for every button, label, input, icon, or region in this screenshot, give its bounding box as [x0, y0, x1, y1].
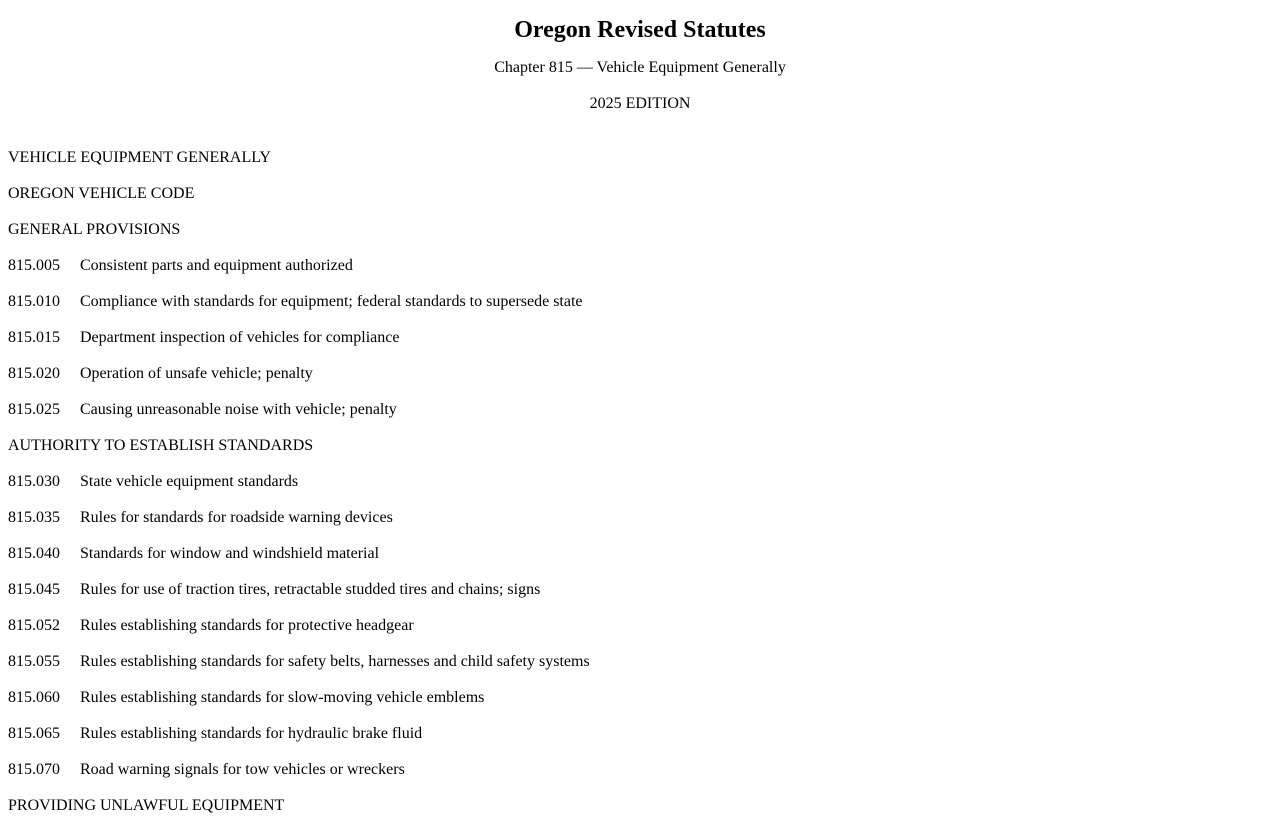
toc-section-row	[8, 257, 1272, 293]
edition-label: 2025 EDITION	[589, 95, 691, 112]
page-title: Oregon Revised Statutes	[514, 17, 766, 43]
section-title: Rules for use of traction tires, retractable studded tires and chains; signs	[80, 581, 541, 598]
section-title: Rules establishing standards for safety belts, harnesses and child safety systems	[80, 653, 590, 670]
toc-section-row	[8, 689, 1272, 725]
section-number: 815.052	[8, 617, 60, 634]
section-number: 815.020	[8, 365, 60, 382]
section-title: Rules establishing standards for hydraulic brake fluid	[80, 725, 423, 742]
section-title: Road warning signals for tow vehicles or wreckers	[80, 761, 405, 778]
toc-section-row	[8, 365, 1272, 401]
toc-section-row	[8, 545, 1272, 581]
section-number: 815.025	[8, 401, 60, 418]
section-title: State vehicle equipment standards	[80, 473, 299, 490]
toc-heading: OREGON VEHICLE CODE	[8, 185, 195, 202]
section-title: Standards for window and windshield material	[80, 545, 380, 562]
section-number: 815.015	[8, 329, 60, 346]
toc-section-row	[8, 509, 1272, 545]
toc-section-row	[8, 761, 1272, 797]
section-number: 815.065	[8, 725, 60, 742]
section-title: Consistent parts and equipment authorized	[80, 257, 353, 274]
section-title: Department inspection of vehicles for compliance	[80, 329, 400, 346]
toc-heading: PROVIDING UNLAWFUL EQUIPMENT	[8, 797, 285, 814]
toc-section-row	[8, 473, 1272, 509]
section-title: Rules establishing standards for protective headgear	[80, 617, 414, 634]
section-title: Causing unreasonable noise with vehicle; penalty	[80, 401, 397, 418]
table-of-contents	[8, 149, 1272, 820]
toc-section-row	[8, 293, 1272, 329]
section-number: 815.045	[8, 581, 60, 598]
section-number: 815.070	[8, 761, 60, 778]
chapter-subtitle: Chapter 815 — Vehicle Equipment Generally	[494, 59, 786, 76]
section-number: 815.035	[8, 509, 60, 526]
section-number: 815.055	[8, 653, 60, 670]
section-title: Operation of unsafe vehicle; penalty	[80, 365, 313, 382]
toc-heading: AUTHORITY TO ESTABLISH STANDARDS	[8, 437, 314, 454]
toc-heading: GENERAL PROVISIONS	[8, 221, 181, 238]
section-title: Rules establishing standards for slow-moving vehicle emblems	[80, 689, 485, 706]
toc-section-row	[8, 401, 1272, 437]
section-number: 815.040	[8, 545, 60, 562]
section-number: 815.060	[8, 689, 60, 706]
toc-heading: VEHICLE EQUIPMENT GENERALLY	[8, 149, 271, 166]
section-number: 815.030	[8, 473, 60, 490]
toc-section-row	[8, 617, 1272, 653]
section-title: Rules for standards for roadside warning devices	[80, 509, 393, 526]
section-title: Compliance with standards for equipment; federal standards to supersede state	[80, 293, 583, 310]
toc-section-row	[8, 329, 1272, 365]
section-number: 815.010	[8, 293, 60, 310]
section-number: 815.005	[8, 257, 60, 274]
toc-section-row	[8, 581, 1272, 617]
toc-section-row	[8, 725, 1272, 761]
toc-section-row	[8, 653, 1272, 689]
